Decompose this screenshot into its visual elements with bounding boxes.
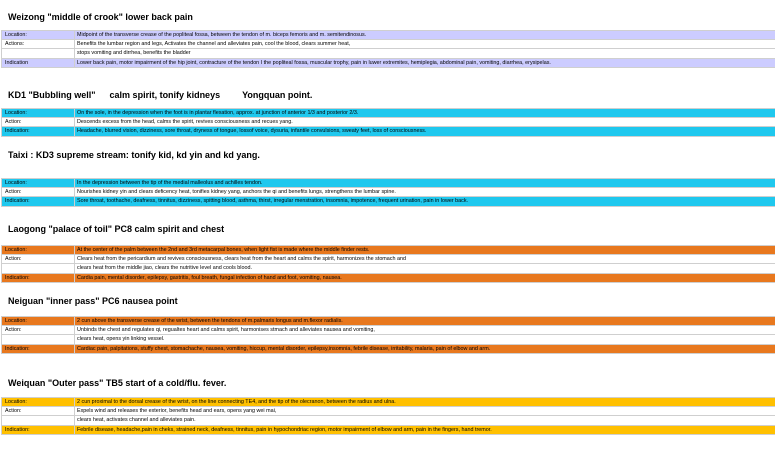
table-row [2,59,775,68]
section-title-neiguan [8,296,178,306]
section-title-text: Taixi : KD3 supreme stream: tonify kid, kd yin and kd yang. [8,150,260,160]
row-text: Descends excess from the head, calms the spirit, revives consciousness and recues yang. [74,118,775,126]
section-title-kd1 [8,90,312,100]
row-label: Action: [5,408,22,415]
row-text: Lower back pain, motor impairment of the hip joint, contracture of the tendon I the popliteal fossa, muscular trophy, pain in luwer extremites, hemiplegia, abdominal pain, vomiting, diarrhea, erysipelas. [74,59,775,67]
section-title-text: Weizong "middle of crook" lower back pain [8,12,193,22]
row-label: Location: [5,247,27,253]
row-label: Location: [5,32,27,38]
table-row [2,49,775,58]
row-label: Indication: [5,128,30,135]
section-title-taixi [8,150,260,160]
row-label: Location: [5,180,27,186]
row-label: Location: [5,318,27,324]
row-text: Midpoint of the transverse crease of the popliteal fossa, between the tendon of m. biceps femoris and m. semitendinosus. [74,31,775,39]
row-label [2,264,74,272]
table-row [2,197,775,206]
row-text: In the depression between the tip of the medial malleolus and achilles tendon. [74,179,775,187]
table-row [2,407,775,416]
section-title-extra: calm spirit, tonify kidneys [109,90,221,100]
section-title-text: Weiquan "Outer pass" TB5 start of a cold/flu. fever. [8,378,227,388]
section-table-kd1 [1,108,775,137]
table-row [2,274,775,283]
table-row [2,31,775,40]
table-row [2,179,775,188]
row-text: clears heat, activates channel and alleviates pain. [74,416,775,424]
table-row [2,416,775,425]
row-text: Cardiac pain, palpitations, stuffy chest, stomachache, nausea, vomiting, hiccup, mental disorder, epilepsy,insomnia, febrile disease, irritability, malaria, pain of elbow and arm. [74,345,775,353]
table-row [2,426,775,435]
row-text: Febrile disease, headache,pain in cheks, strained neck, deafness, tinnitus, pain in hypochondriac region, motor impairment of elbow and arm, pain in the fingers, hand tremor. [74,426,775,434]
section-title-laogong [8,224,224,234]
row-label: Action: [5,327,22,334]
table-row [2,118,775,127]
row-text: 2 cun above the transverse crease of the wrist, between the tendons of m.palmaris longus and m.flexor radialis. [74,317,775,325]
row-text: Benefits the lumbar region and legs, Activates the channel and alleviates pain, cool the blood, clears summer heat, [74,40,775,48]
section-table-taixi [1,178,775,207]
row-text: Nourishes kidney yin and clears deficency heat, tonifies kidney yang, anchors the qi and benefits lungs, strengthens the lumbar spine. [74,188,775,196]
table-row [2,188,775,197]
row-label [2,416,74,424]
table-row [2,335,775,344]
row-text: Expels wind and releases the exterior, benefits head and ears, opens yang wei mai, [74,407,775,415]
row-text: clears heat, opens yin linking vessel. [74,335,775,343]
row-text: Sore throat, toothache, deafness, tinnitus, dizziness, spitting blood, asthma, thirst, irregular menstration, insomnia, impotence, frequent urination, pain in lower back. [74,197,775,205]
row-text: Clears heat from the pericardium and revives consciousness, clears heat from the heart and calms the spirit, harmonizes the stomach and [74,255,775,263]
table-row [2,246,775,255]
row-label [2,335,74,343]
row-text: clears heat from the middle jiao, clears the nutritive level and cools blood. [74,264,775,272]
table-row [2,326,775,335]
row-label: Indication: [5,345,30,352]
row-text: Unbinds the chest and regulates qi, regualtes heart and calms spirit, harmonises stmach and alleviates nausea and vomiting, [74,326,775,334]
row-text: Headache, blurred vision, dizziness, sore throat, dryness of tongue, lossof voice, dysuria, infantile convulsions, sweaty feet, loss of consciousness. [74,127,775,135]
row-label: Action: [5,256,22,263]
row-label: Action: [5,189,22,196]
row-label: Indication: [5,426,30,433]
table-row [2,264,775,273]
row-label [2,49,74,57]
section-title-weizong [8,12,193,22]
section-title-extra2: Yongquan point. [242,90,313,100]
section-title-text: Neiguan "inner pass" PC6 nausea point [8,296,178,306]
section-table-neiguan [1,316,775,354]
table-row [2,317,775,326]
row-text: 2 cun proximal to the dorsal crease of the wrist, on the line connecting TE4, and the tip of the olecranon, between the radius and ulna. [74,398,775,406]
table-row [2,109,775,118]
row-text: On the sole, in the depression when the foot is in plantar flexation, approx. at junction of anterior 1/3 and posterior 2/3. [74,109,775,117]
section-title-text: Laogong "palace of toil" PC8 calm spirit and chest [8,224,225,234]
table-row [2,255,775,264]
row-label: Location: [5,399,27,405]
section-title-text: KD1 "Bubbling well" [8,90,96,100]
section-title-weiquan [8,378,226,388]
row-label: Action: [5,119,22,126]
table-row [2,40,775,49]
table-row [2,127,775,136]
row-label: Indication [5,59,29,66]
section-table-laogong [1,245,775,283]
table-row [2,345,775,354]
row-text: Cardia pain, mental disorder, epilepsy, gastritis, foul breath, fungal infection of hand and foot, vomiting, nausea. [74,274,775,282]
row-text: At the center of the palm between the 2nd and 3rd metacarpal bones, when light fist is made where the middle finder rests. [74,246,775,254]
section-table-weiquan [1,397,775,435]
section-table-weizong [1,30,775,68]
table-row [2,398,775,407]
row-label: Indication: [5,274,30,281]
row-label: Indication: [5,198,30,205]
row-text: stops vomiting and dirrhea, benefits the bladder [74,49,775,57]
row-label: Location: [5,110,27,116]
row-label: Actions: [5,41,25,48]
